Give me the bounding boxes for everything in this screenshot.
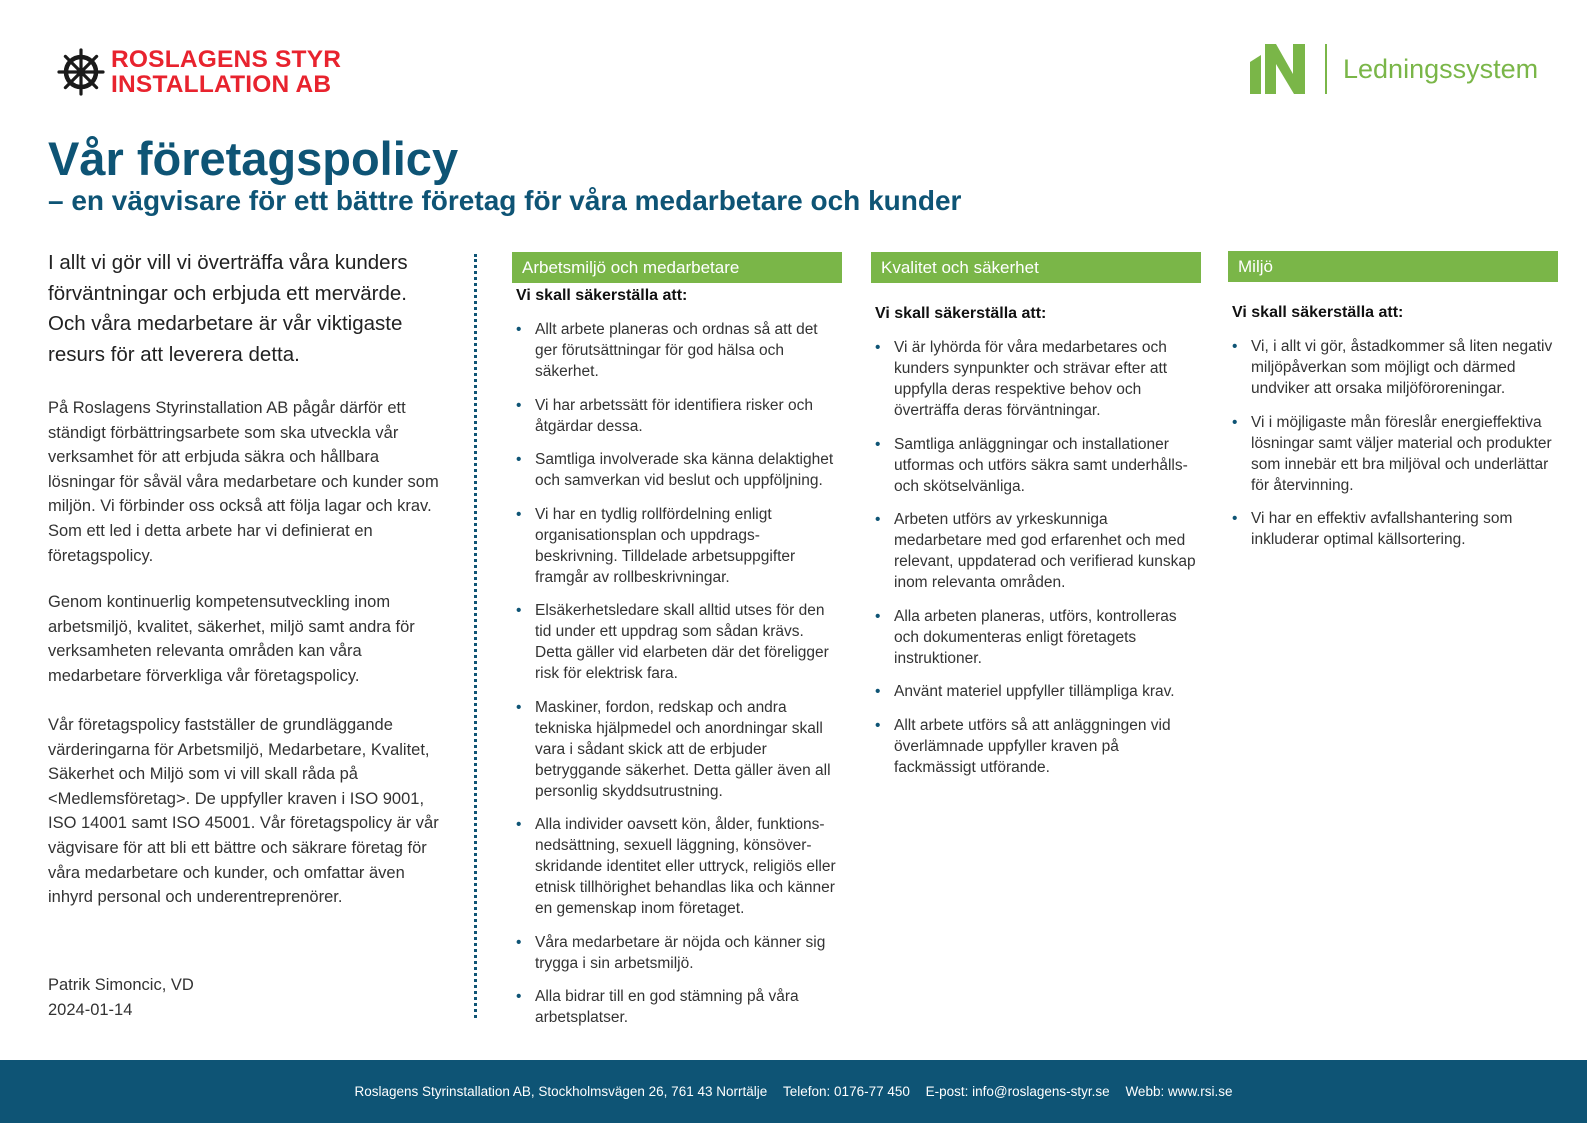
column-lead: Vi skall säkerställa att: xyxy=(875,305,1047,322)
list-item: • Vi i möjligaste mån föreslår energieffektiva lösningar samt väljer material och produkter som innebär ett bra miljöval och underlättar för återvinning. xyxy=(1228,412,1558,496)
management-system-label: Ledningssystem xyxy=(1343,53,1539,84)
policy-paragraph-3: Vår företagspolicy fastställer de grundläggande värderingarna för Arbetsmiljö, Medarbetare, Kvalitet, Säkerhet och Miljö som vi vill skall råda på <Medlemsföretag>. De uppfyller kraven i ISO 9001, ISO 14001 samt ISO 45001. Vår företagspolicy är vår vägvisare för att bli ett bättre och säkrare företag för våra medarbetare och kunder, och omfattar även inhyrd personal och underentreprenörer. xyxy=(48,716,439,907)
signature-name: Patrik Simoncic, VD xyxy=(48,976,194,994)
company-logo xyxy=(57,47,341,97)
signature-date: 2024-01-14 xyxy=(48,1001,133,1019)
list-item: • Våra medarbetare är nöjda och känner sig trygga i sin arbetsmiljö. xyxy=(512,932,842,974)
footer-phone: Telefon: 0176-77 450 xyxy=(783,1084,910,1099)
intro-text: I allt vi gör vill vi överträffa våra kunders förväntningar och erbjuda ett mervärde. Och våra medarbetare är vår viktigaste resurs för att leverera detta. xyxy=(48,251,408,366)
column-environment xyxy=(1228,251,1558,563)
list-item: • Vi, i allt vi gör, åstadkommer så liten negativ miljöpåverkan som möjligt och därmed undviker att orsaka miljöföroreningar. xyxy=(1228,336,1558,399)
list-item: • Allt arbete utförs så att anläggningen vid överlämnade uppfyller kraven på fackmässigt utförande. xyxy=(871,715,1201,778)
ship-wheel-icon xyxy=(57,48,105,96)
logo-divider xyxy=(1325,44,1327,94)
footer-address: Roslagens Styrinstallation AB, Stockholmsvägen 26, 761 43 Norrtälje xyxy=(354,1084,768,1099)
list-item: • Samtliga anläggningar och installationer utformas och utförs säkra samt underhålls- och skötselvänliga. xyxy=(871,434,1201,497)
list-item: • Vi har en tydlig rollfördelning enligt organisationsplan och uppdrags-beskrivning. Tilldelade arbetsuppgifter framgår av rollbeskrivningar. xyxy=(512,504,842,588)
in-logo-icon xyxy=(1250,44,1308,94)
column-lead: Vi skall säkerställa att: xyxy=(516,287,688,304)
policy-paragraph-2: Genom kontinuerlig kompetensutveckling inom arbetsmiljö, kvalitet, säkerhet, miljö samt andra för verksamheten relevanta områden kan våra medarbetare förverkliga vår företagspolicy. xyxy=(48,593,415,685)
policy-list xyxy=(871,337,1201,778)
footer xyxy=(0,1060,1587,1123)
column-header: Miljö xyxy=(1228,251,1558,282)
column-work-environment xyxy=(512,252,842,1041)
column-header: Arbetsmiljö och medarbetare xyxy=(512,252,842,283)
logo-line-2: INSTALLATION AB xyxy=(111,71,332,98)
list-item: • Vi har en effektiv avfallshantering som inkluderar optimal källsortering. xyxy=(1228,508,1558,550)
policy-list xyxy=(512,319,842,1028)
footer-email: E-post: info@roslagens-styr.se xyxy=(925,1084,1110,1099)
footer-web: Webb: www.rsi.se xyxy=(1125,1084,1233,1099)
list-item: • Vi har arbetssätt för identifiera risker och åtgärdar dessa. xyxy=(512,395,842,437)
column-lead: Vi skall säkerställa att: xyxy=(1232,304,1404,321)
management-system-logo xyxy=(1250,44,1538,94)
list-item: • Använt materiel uppfyller tillämpliga krav. xyxy=(871,681,1201,702)
logo-line-1: ROSLAGENS STYR xyxy=(111,46,342,73)
company-logo-text xyxy=(111,47,341,97)
list-item: • Alla individer oavsett kön, ålder, funktions-nedsättning, sexuell läggning, könsöver-skridande identitet eller uttryck, religiös eller etnisk tillhörighet behandlas lika och känner en gemenskap inom företaget. xyxy=(512,814,842,919)
policy-list xyxy=(1228,336,1558,550)
list-item: • Alla arbeten planeras, utförs, kontrolleras och dokumenteras enligt företagets instruktioner. xyxy=(871,606,1201,669)
list-item: • Maskiner, fordon, redskap och andra tekniska hjälpmedel och anordningar skall vara i sådant skick att de erbjuder betryggande säkerhet. Detta gäller även all personlig skyddsutrustning. xyxy=(512,697,842,802)
column-quality-safety xyxy=(871,252,1201,790)
column-divider xyxy=(474,254,477,1018)
list-item: • Arbeten utförs av yrkeskunniga medarbetare med god erfarenhet och med relevant, uppdaterad och verifierad kunskap inom relevanta områden. xyxy=(871,509,1201,593)
list-item: • Vi är lyhörda för våra medarbetares och kunders synpunkter och strävar efter att uppfylla deras respektive behov och överträffa deras förväntningar. xyxy=(871,337,1201,421)
list-item: • Allt arbete planeras och ordnas så att det ger förutsättningar för god hälsa och säkerhet. xyxy=(512,319,842,382)
list-item: • Elsäkerhetsledare skall alltid utses för den tid under ett uppdrag som sådan krävs. Detta gäller vid elarbeten där det föreligger risk för elektrisk fara. xyxy=(512,600,842,684)
page-title: Vår företagspolicy xyxy=(48,132,459,185)
page-subtitle: – en vägvisare för ett bättre företag för våra medarbetare och kunder xyxy=(48,185,962,216)
list-item: • Samtliga involverade ska känna delaktighet och samverkan vid beslut och uppföljning. xyxy=(512,449,842,491)
policy-paragraph-1: På Roslagens Styrinstallation AB pågår därför ett ständigt förbättringsarbete som ska utveckla vår verksamhet för att erbjuda säkra och hållbara lösningar för såväl våra medarbetare och kunder som miljön. Vi förbinder oss också att följa lagar och krav. Som ett led i detta arbete har vi definierat en företagspolicy. xyxy=(48,399,439,565)
column-header: Kvalitet och säkerhet xyxy=(871,252,1201,283)
list-item: • Alla bidrar till en god stämning på våra arbetsplatser. xyxy=(512,986,842,1028)
